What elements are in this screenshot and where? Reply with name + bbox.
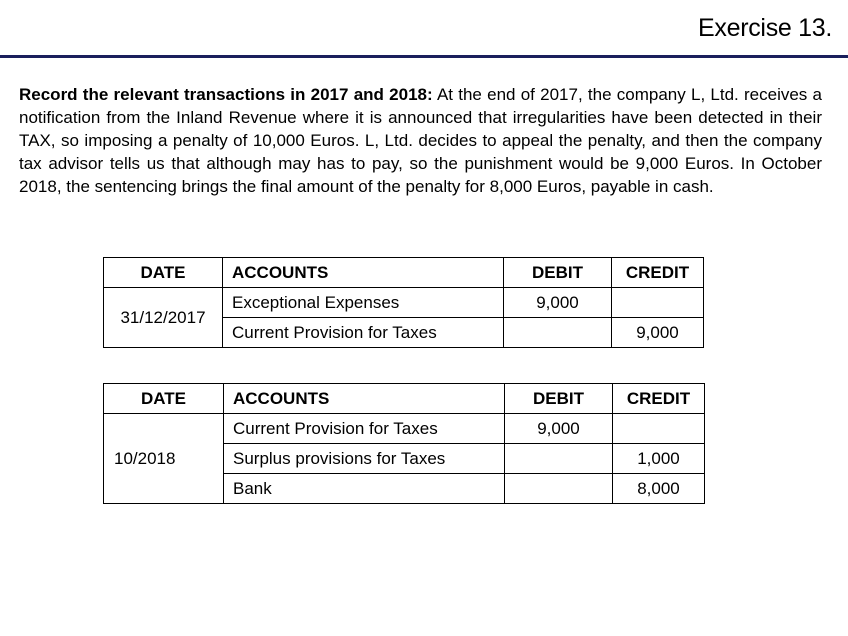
entry-date: 10/2018: [104, 414, 224, 504]
statement-lead: Record the relevant transactions in 2017 and 2018:: [19, 85, 433, 104]
debit-cell: 9,000: [504, 288, 612, 318]
header-credit: CREDIT: [612, 258, 704, 288]
page-title: Exercise 13.: [698, 14, 832, 42]
journal-entry-2017: [103, 257, 704, 348]
header-accounts: ACCOUNTS: [224, 384, 505, 414]
credit-cell: 9,000: [612, 318, 704, 348]
header-date: DATE: [104, 258, 223, 288]
header-date: DATE: [104, 384, 224, 414]
entry-date: 31/12/2017: [104, 288, 223, 348]
credit-cell: [612, 288, 704, 318]
debit-cell: 9,000: [505, 414, 613, 444]
account-cell: Current Provision for Taxes: [223, 318, 504, 348]
account-cell: Current Provision for Taxes: [224, 414, 505, 444]
table-row: [104, 288, 704, 318]
account-cell: Bank: [224, 474, 505, 504]
debit-cell: [505, 474, 613, 504]
account-cell: Surplus provisions for Taxes: [224, 444, 505, 474]
exercise-statement: [19, 83, 822, 198]
debit-cell: [504, 318, 612, 348]
header-debit: DEBIT: [505, 384, 613, 414]
credit-cell: 1,000: [613, 444, 705, 474]
journal-entry-2018: [103, 383, 705, 504]
header-divider: [0, 55, 848, 58]
credit-cell: 8,000: [613, 474, 705, 504]
credit-cell: [613, 414, 705, 444]
debit-cell: [505, 444, 613, 474]
statement-body: At the end of 2017, the company L, Ltd. receives a notification from the Inland Revenue where it is announced that irregularities have been detected in their TAX, so imposing a penalty of 10,000 Euros. L, Ltd. decides to appeal the penalty, and then the company tax advisor tells us that although may has to pay, so the punishment would be 9,000 Euros. In October 2018, the sentencing brings the final amount of the penalty for 8,000 Euros, payable in cash.: [19, 85, 822, 196]
table-row: [104, 414, 705, 444]
table-header-row: [104, 384, 705, 414]
header-credit: CREDIT: [613, 384, 705, 414]
table-header-row: [104, 258, 704, 288]
header-accounts: ACCOUNTS: [223, 258, 504, 288]
account-cell: Exceptional Expenses: [223, 288, 504, 318]
header-debit: DEBIT: [504, 258, 612, 288]
